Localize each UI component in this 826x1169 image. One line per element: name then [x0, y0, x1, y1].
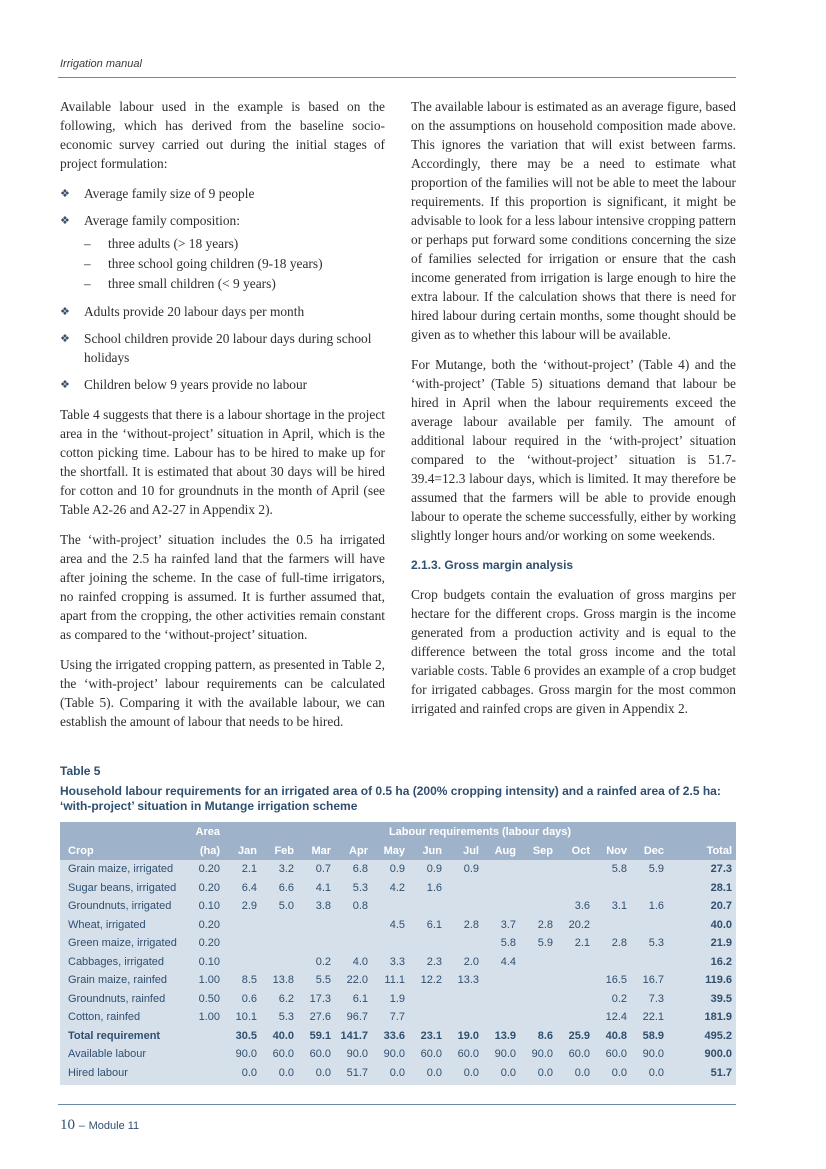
table-row [60, 1064, 736, 1086]
month-value-cell: 6.6 [278, 881, 294, 894]
labour-requirements-table [60, 822, 736, 1085]
month-value-cell: 0.2 [611, 992, 627, 1005]
list-item: ❖ Adults provide 20 labour days per month [60, 304, 305, 319]
month-value-cell: 23.1 [420, 1029, 442, 1042]
table-header-row [60, 822, 736, 841]
month-value-cell [298, 934, 335, 953]
labour-table-container [60, 822, 736, 1085]
table-row [60, 1027, 736, 1046]
month-value-cell [298, 916, 335, 935]
month-value-cell [446, 1008, 483, 1027]
month-value-cell [594, 916, 631, 935]
total-cell: 181.9 [704, 1011, 733, 1024]
month-value-cell [557, 953, 594, 972]
month-value-cell: 0.0 [648, 1066, 664, 1079]
area-cell: 0.20 [198, 863, 220, 876]
month-value-cell: 3.7 [500, 918, 516, 931]
month-value-cell: 0.0 [426, 1066, 442, 1079]
month-value-cell: 0.0 [574, 1066, 590, 1079]
diamond-bullet-icon: ❖ [60, 305, 70, 318]
header-month-nov: Nov [606, 844, 627, 857]
month-value-cell [372, 934, 409, 953]
sub-list-item: – three adults (> 18 years) [84, 234, 385, 254]
month-value-cell: 0.0 [315, 1066, 331, 1079]
month-value-cell: 2.9 [241, 900, 257, 913]
total-cell: 21.9 [710, 937, 733, 950]
month-value-cell: 5.3 [648, 937, 664, 950]
month-value-cell [261, 916, 298, 935]
total-cell: 27.3 [710, 863, 733, 876]
month-value-cell [520, 897, 557, 916]
diamond-bullet-icon: ❖ [60, 378, 70, 391]
month-value-cell [224, 916, 261, 935]
month-value-cell: 5.3 [352, 881, 368, 894]
month-value-cell: 12.4 [605, 1011, 627, 1024]
month-value-cell: 60.0 [309, 1048, 331, 1061]
dash-bullet-icon: – [84, 256, 91, 271]
month-value-cell: 3.3 [389, 955, 405, 968]
right-column [411, 97, 736, 729]
month-value-cell: 2.3 [426, 955, 442, 968]
table-row [60, 1008, 736, 1027]
table-row [60, 897, 736, 916]
month-value-cell [483, 971, 520, 990]
total-cell: 28.1 [710, 881, 733, 894]
diamond-bullet-icon: ❖ [60, 214, 70, 227]
month-value-cell: 0.0 [241, 1066, 257, 1079]
table-row [60, 990, 736, 1009]
month-value-cell [409, 934, 446, 953]
table-row [60, 971, 736, 990]
month-value-cell [594, 879, 631, 898]
header-month-jun: Jun [422, 844, 442, 857]
list-item: ❖ Average family composition: – three adults (> 18 years) – three school going children (9-18 years) – three small children (< 9 years) [60, 211, 385, 294]
area-cell: 1.00 [198, 1011, 220, 1024]
footer-separator: – [78, 1120, 85, 1132]
total-cell: 40.0 [710, 918, 733, 931]
month-value-cell: 2.8 [611, 937, 627, 950]
total-cell: 900.0 [704, 1048, 733, 1061]
month-value-cell: 0.8 [352, 900, 368, 913]
month-value-cell: 60.0 [457, 1048, 479, 1061]
month-value-cell [409, 897, 446, 916]
header-area-unit: (ha) [199, 844, 220, 857]
month-value-cell: 6.2 [278, 992, 294, 1005]
crop-cell: Wheat, irrigated [68, 918, 146, 931]
month-value-cell: 90.0 [383, 1048, 405, 1061]
month-value-cell [631, 879, 668, 898]
month-value-cell: 1.6 [648, 900, 664, 913]
table-body [60, 860, 736, 1085]
month-value-cell: 5.8 [611, 863, 627, 876]
month-value-cell: 8.6 [537, 1029, 553, 1042]
dash-bullet-icon: – [84, 236, 91, 251]
table-header-row [60, 841, 736, 860]
area-cell: 0.50 [198, 992, 220, 1005]
month-value-cell: 19.0 [457, 1029, 479, 1042]
body-paragraph: The available labour is estimated as an average figure, based on the assumptions on household composition made above. This ignores the variation that will exist between farms. Accordingly, there may be a need to estimate what proportion of the families will not be able to meet the labour requirements. If this proportion is significant, it might be advisable to look for a less labour intensive cropping pattern or perhaps put forward some conditions concerning the size of families selected for irrigation or ensure that the cash income generated from irrigation is large enough to hire the extra labour. If the calculation shows that there is need for hired labour during certain months, some thought should be given as to whether this labour will be available. [411, 99, 736, 342]
month-value-cell: 5.8 [500, 937, 516, 950]
header-month-sep: Sep [532, 844, 553, 857]
month-value-cell [446, 990, 483, 1009]
month-value-cell: 90.0 [494, 1048, 516, 1061]
month-value-cell: 4.4 [500, 955, 516, 968]
month-value-cell: 5.3 [278, 1011, 294, 1024]
month-value-cell: 59.1 [309, 1029, 331, 1042]
area-cell: 0.20 [198, 918, 220, 931]
crop-cell: Available labour [68, 1048, 147, 1061]
body-paragraph: The ‘with-project’ situation includes the 0.5 ha irrigated area and the 2.5 ha rainfed land that the farmers will have after joining the scheme. In the case of full-time irrigators, no rainfed cropping is assumed. It is further assumed that, apart from the cropping, the other activities remain constant as compared to the ‘without-project’ situation. [60, 532, 385, 642]
header-month-feb: Feb [274, 844, 294, 857]
month-value-cell: 90.0 [235, 1048, 257, 1061]
month-value-cell: 5.0 [278, 900, 294, 913]
month-value-cell: 51.7 [346, 1066, 368, 1079]
body-paragraph: Using the irrigated cropping pattern, as presented in Table 2, the ‘with-project’ labour requirements can be calculated (Table 5). Comparing it with the available labour, we can establish the amount of labour that needs to be hired. [60, 657, 385, 729]
month-value-cell: 0.0 [611, 1066, 627, 1079]
month-value-cell [446, 897, 483, 916]
month-value-cell [224, 934, 261, 953]
month-value-cell [335, 916, 372, 935]
table-caption: Household labour requirements for an irrigated area of 0.5 ha (200% cropping intensity) and a rainfed area of 2.5 ha: ‘with-project’ situation in Mutange irrigation scheme [60, 784, 721, 813]
diamond-bullet-icon: ❖ [60, 332, 70, 345]
month-value-cell: 6.1 [352, 992, 368, 1005]
month-value-cell [557, 971, 594, 990]
area-cell: 1.00 [198, 974, 220, 987]
month-value-cell: 7.3 [648, 992, 664, 1005]
month-value-cell [557, 1008, 594, 1027]
month-value-cell: 0.0 [278, 1066, 294, 1079]
month-value-cell: 60.0 [568, 1048, 590, 1061]
month-value-cell: 141.7 [340, 1029, 368, 1042]
page-footer [60, 1117, 139, 1134]
area-cell [188, 1064, 224, 1086]
month-value-cell: 0.7 [315, 863, 331, 876]
month-value-cell: 13.9 [494, 1029, 516, 1042]
crop-cell: Green maize, irrigated [68, 937, 177, 950]
month-value-cell: 4.2 [389, 881, 405, 894]
running-header: Irrigation manual [60, 58, 142, 70]
area-cell: 0.20 [198, 881, 220, 894]
month-value-cell [483, 879, 520, 898]
month-value-cell: 6.1 [426, 918, 442, 931]
month-value-cell: 1.9 [389, 992, 405, 1005]
month-value-cell: 4.1 [315, 881, 331, 894]
header-month-dec: Dec [643, 844, 664, 857]
crop-cell: Grain maize, rainfed [68, 974, 168, 987]
month-value-cell [483, 1008, 520, 1027]
month-value-cell [372, 897, 409, 916]
month-value-cell: 30.5 [235, 1029, 257, 1042]
month-value-cell [520, 990, 557, 1009]
month-value-cell: 58.9 [642, 1029, 664, 1042]
month-value-cell: 5.9 [648, 863, 664, 876]
dash-bullet-icon: – [84, 276, 91, 291]
month-value-cell [557, 860, 594, 879]
total-cell: 495.2 [704, 1029, 733, 1042]
crop-cell: Groundnuts, irrigated [68, 900, 172, 913]
month-value-cell: 17.3 [309, 992, 331, 1005]
month-value-cell: 27.6 [309, 1011, 331, 1024]
month-value-cell [520, 953, 557, 972]
month-value-cell: 40.0 [272, 1029, 294, 1042]
month-value-cell: 33.6 [383, 1029, 405, 1042]
header-crop: Crop [68, 844, 94, 857]
area-cell [188, 1027, 224, 1046]
table-row [60, 916, 736, 935]
month-value-cell [224, 953, 261, 972]
month-value-cell: 60.0 [605, 1048, 627, 1061]
body-paragraph: Crop budgets contain the evaluation of gross margins per hectare for the different crops. Gross margin is the income generated from a production activity and is equal to the difference between the total gross income and the total variable costs. Table 6 provides an example of a crop budget for irrigated cabbages. Gross margin for the most common irrigated and rainfed crops are given in Appendix 2. [411, 587, 736, 716]
month-value-cell: 4.0 [352, 955, 368, 968]
month-value-cell: 11.1 [384, 974, 405, 987]
page-number: 10 [60, 1117, 75, 1133]
month-value-cell: 20.2 [568, 918, 590, 931]
list-item: ❖ Children below 9 years provide no labour [60, 377, 308, 392]
month-value-cell [631, 953, 668, 972]
header-area: Area [195, 825, 220, 838]
month-value-cell: 0.9 [463, 863, 479, 876]
total-cell: 51.7 [710, 1066, 733, 1079]
crop-cell: Grain maize, irrigated [68, 863, 174, 876]
month-value-cell: 2.8 [537, 918, 553, 931]
left-column [60, 97, 385, 742]
month-value-cell [483, 897, 520, 916]
month-value-cell: 90.0 [531, 1048, 553, 1061]
area-cell [188, 1045, 224, 1064]
module-label: Module 11 [88, 1120, 140, 1132]
intro-paragraph: Available labour used in the example is based on the following, which has derived from the baseline socio-economic survey carried out during the initial stages of project formulation: [60, 99, 385, 171]
month-value-cell: 0.0 [537, 1066, 553, 1079]
month-value-cell: 16.7 [642, 974, 664, 987]
crop-cell: Cotton, rainfed [68, 1011, 141, 1024]
month-value-cell: 2.1 [574, 937, 590, 950]
month-value-cell: 2.1 [241, 863, 257, 876]
footer-rule [58, 1104, 736, 1105]
month-value-cell: 3.8 [315, 900, 331, 913]
month-value-cell: 0.0 [500, 1066, 516, 1079]
month-value-cell [520, 971, 557, 990]
crop-cell: Cabbages, irrigated [68, 955, 165, 968]
month-value-cell: 0.9 [426, 863, 442, 876]
crop-cell: Total requirement [68, 1029, 161, 1042]
crop-cell: Groundnuts, rainfed [68, 992, 166, 1005]
month-value-cell: 1.6 [426, 881, 442, 894]
month-value-cell: 0.2 [315, 955, 331, 968]
month-value-cell: 6.8 [352, 863, 368, 876]
month-value-cell [409, 1008, 446, 1027]
composition-sublist [84, 234, 385, 294]
month-value-cell [557, 879, 594, 898]
month-value-cell: 0.6 [241, 992, 257, 1005]
month-value-cell [261, 953, 298, 972]
month-value-cell: 90.0 [642, 1048, 664, 1061]
header-month-aug: Aug [494, 844, 516, 857]
month-value-cell [446, 934, 483, 953]
header-month-jan: Jan [238, 844, 257, 857]
month-value-cell [483, 990, 520, 1009]
month-value-cell [261, 934, 298, 953]
month-value-cell [446, 879, 483, 898]
body-paragraph: For Mutange, both the ‘without-project’ (Table 4) and the ‘with-project’ (Table 5) situations demand that labour be hired in April when the labour requirements exceed the average labour available per family. The amount of additional labour required in the ‘with-project’ situation compared to the ‘without-project’ situation is 51.7-39.4=12.3 labour days, which is limited. It may therefore be assumed that the farmers will be able to provide enough labour to operate the scheme successfully, either by working slightly longer hours and/or working on some weekends. [411, 357, 736, 543]
month-value-cell: 0.9 [389, 863, 405, 876]
month-value-cell [520, 1008, 557, 1027]
table-row [60, 1045, 736, 1064]
table-label: Table 5 [60, 764, 101, 778]
month-value-cell: 0.0 [389, 1066, 405, 1079]
month-value-cell: 0.0 [463, 1066, 479, 1079]
header-month-oct: Oct [571, 844, 590, 857]
table-row [60, 860, 736, 879]
month-value-cell [409, 990, 446, 1009]
month-value-cell [335, 934, 372, 953]
month-value-cell: 4.5 [389, 918, 405, 931]
area-cell: 0.10 [198, 955, 220, 968]
area-cell: 0.20 [198, 937, 220, 950]
month-value-cell: 22.0 [346, 974, 368, 987]
month-value-cell: 12.2 [420, 974, 442, 987]
month-value-cell: 7.7 [389, 1011, 405, 1024]
month-value-cell: 16.5 [605, 974, 627, 987]
month-value-cell: 5.9 [537, 937, 553, 950]
total-cell: 16.2 [710, 955, 733, 968]
month-value-cell: 60.0 [420, 1048, 442, 1061]
month-value-cell: 25.9 [568, 1029, 590, 1042]
month-value-cell: 10.1 [235, 1011, 257, 1024]
list-item: ❖ School children provide 20 labour days during school holidays [60, 331, 372, 365]
section-heading: 2.1.3. Gross margin analysis [411, 558, 574, 572]
crop-cell: Hired labour [68, 1066, 128, 1079]
month-value-cell: 3.2 [278, 863, 294, 876]
body-paragraph: Table 4 suggests that there is a labour shortage in the project area in the ‘without-project’ situation in April, which is the cotton picking time. Labour has to be hired to make up for the shortfall. It is estimated that about 30 days will be hired for cotton and 10 for groundnuts in the month of April (see Table A2-26 and A2-27 in Appendix 2). [60, 407, 385, 517]
header-blank [60, 822, 188, 841]
month-value-cell: 96.7 [346, 1011, 368, 1024]
header-month-mar: Mar [311, 844, 331, 857]
table-row [60, 934, 736, 953]
month-value-cell: 90.0 [346, 1048, 368, 1061]
month-value-cell: 13.3 [457, 974, 479, 987]
header-month-apr: Apr [349, 844, 368, 857]
crop-cell: Sugar beans, irrigated [68, 881, 177, 894]
sub-list-item: – three small children (< 9 years) [84, 274, 385, 294]
list-item: ❖ Average family size of 9 people [60, 186, 255, 201]
month-value-cell [631, 916, 668, 935]
month-value-cell [594, 953, 631, 972]
header-labour-requirements: Labour requirements (labour days) [388, 825, 572, 838]
month-value-cell [520, 879, 557, 898]
header-month-may: May [383, 844, 405, 857]
month-value-cell: 2.0 [463, 955, 479, 968]
month-value-cell [520, 860, 557, 879]
header-total: Total [706, 844, 733, 857]
table-row [60, 953, 736, 972]
month-value-cell [557, 990, 594, 1009]
month-value-cell: 6.4 [241, 881, 257, 894]
month-value-cell: 8.5 [241, 974, 257, 987]
assumption-list [60, 184, 385, 394]
sub-list-item: – three school going children (9-18 years) [84, 254, 385, 274]
month-value-cell: 3.1 [611, 900, 627, 913]
total-cell: 119.6 [705, 974, 733, 987]
table-row [60, 879, 736, 898]
total-cell: 39.5 [710, 992, 733, 1005]
month-value-cell: 22.1 [642, 1011, 664, 1024]
month-value-cell: 3.6 [574, 900, 590, 913]
total-cell: 20.7 [710, 900, 733, 913]
month-value-cell: 5.5 [315, 974, 331, 987]
month-value-cell [483, 860, 520, 879]
month-value-cell: 40.8 [605, 1029, 627, 1042]
header-rule [58, 77, 736, 78]
month-value-cell: 13.8 [272, 974, 294, 987]
header-month-jul: Jul [463, 844, 479, 857]
area-cell: 0.10 [198, 900, 220, 913]
diamond-bullet-icon: ❖ [60, 187, 70, 200]
month-value-cell: 2.8 [463, 918, 479, 931]
month-value-cell: 60.0 [272, 1048, 294, 1061]
